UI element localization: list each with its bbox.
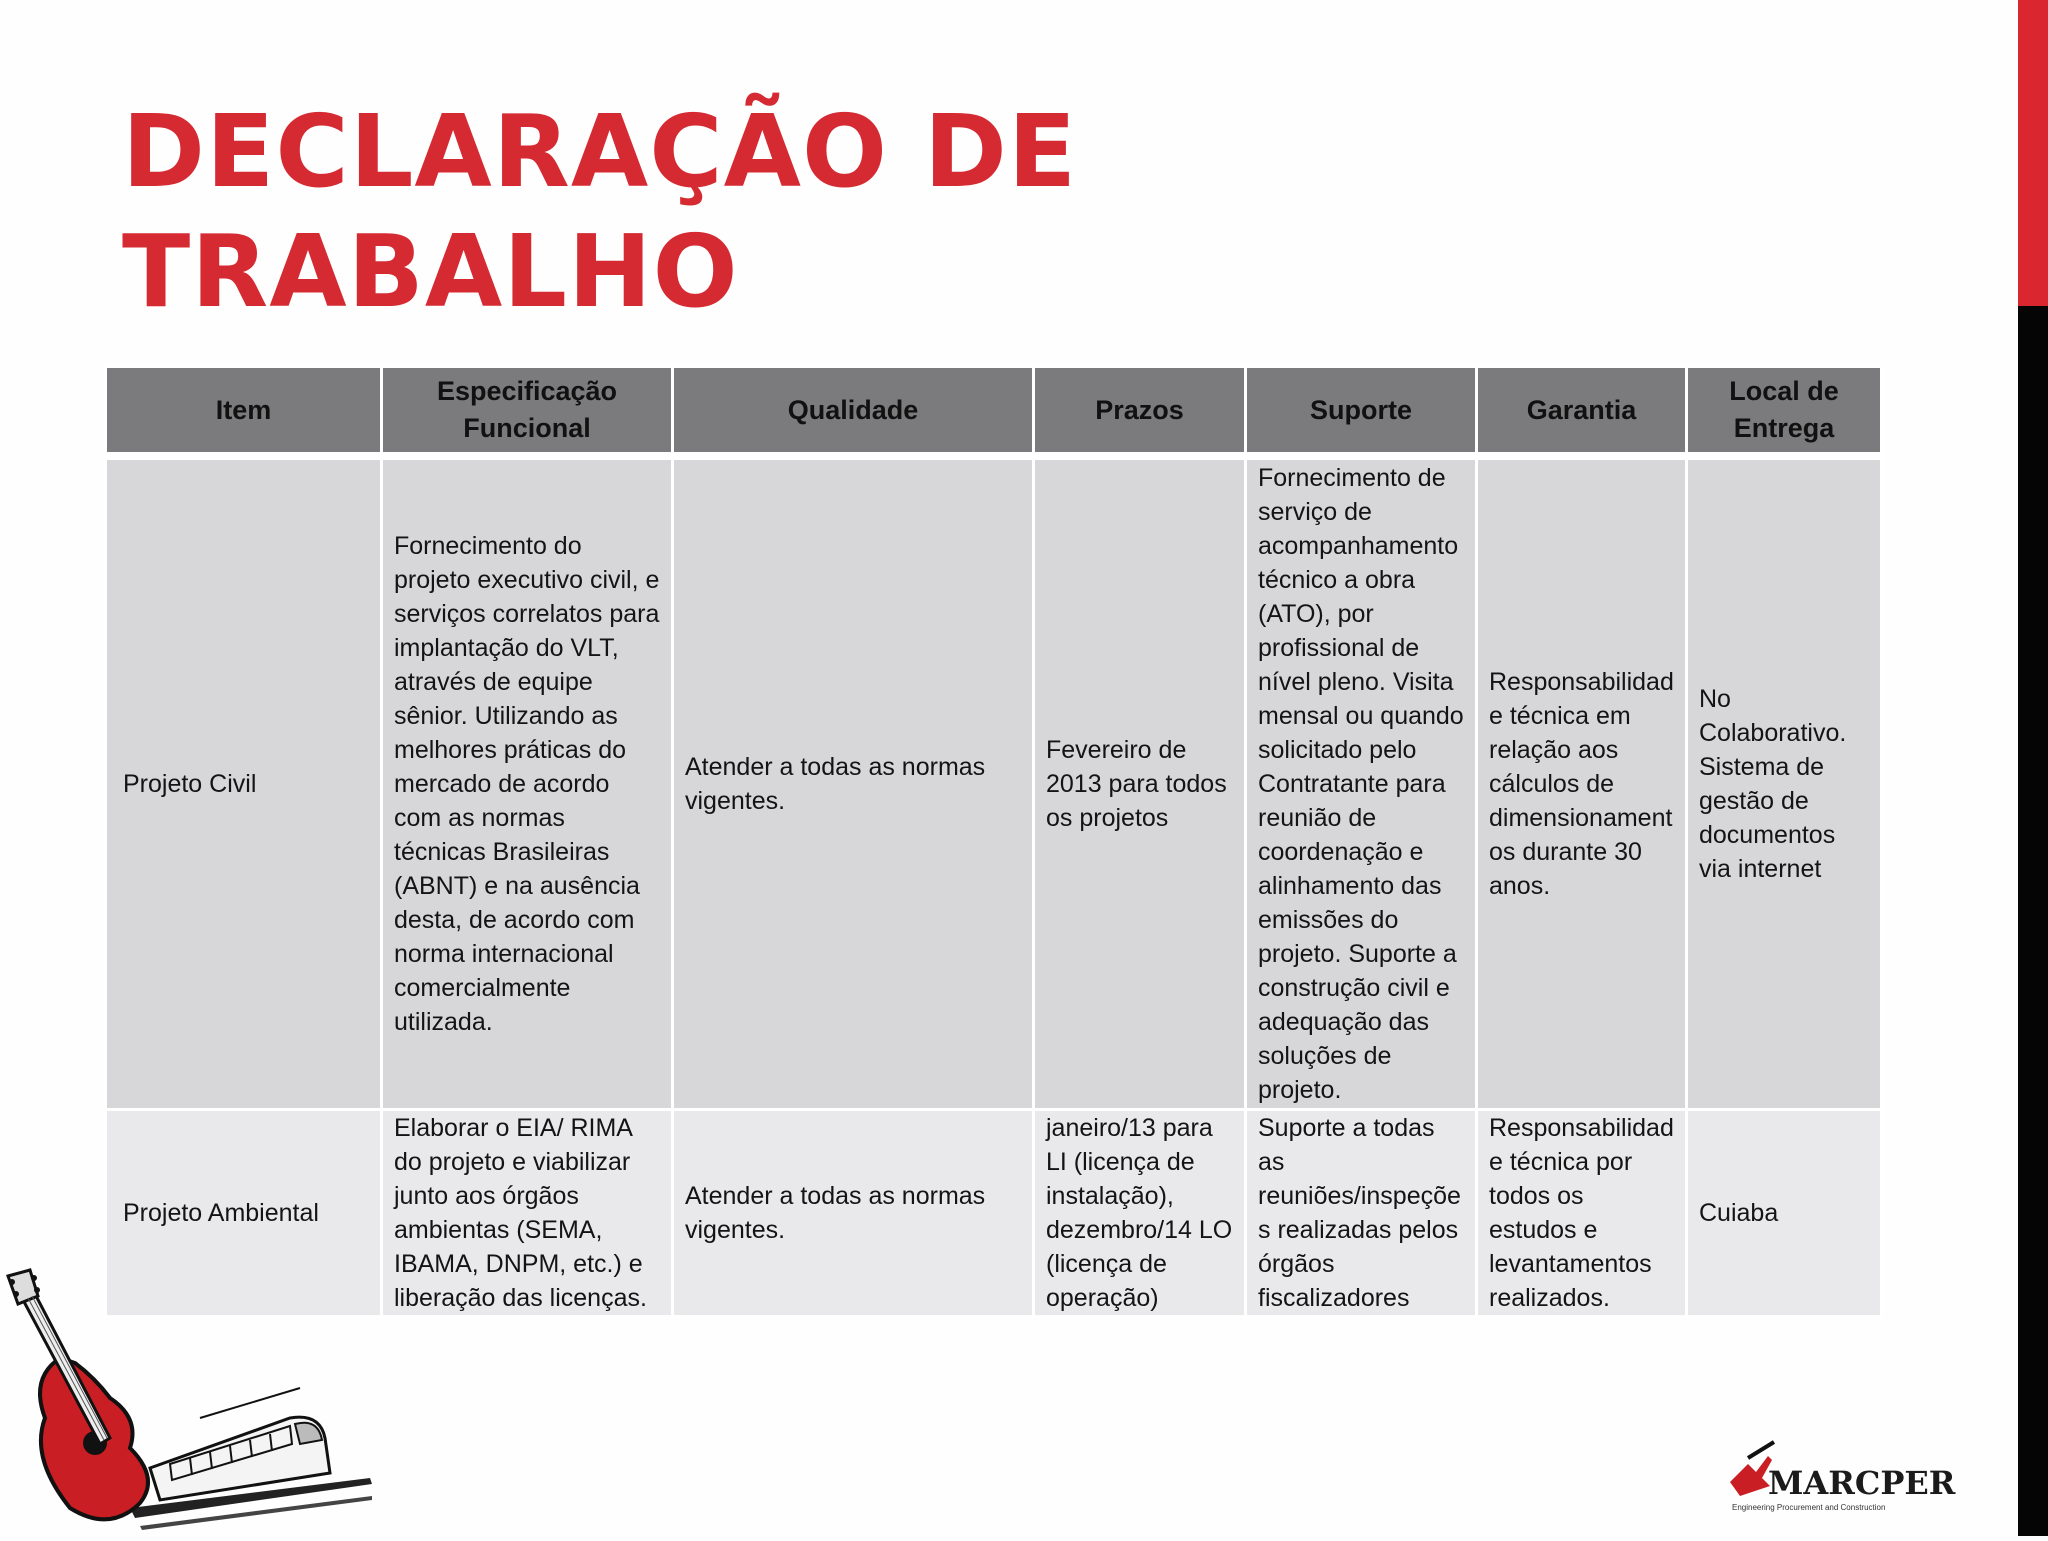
accent-bar-black [2018, 306, 2048, 1536]
cell-qualidade: Atender a todas as normas vigentes. [673, 456, 1034, 1110]
cell-garantia: Responsabilidade técnica em relação aos cálculos de dimensionamentos durante 30 anos. [1477, 456, 1687, 1110]
accent-bar-red [2018, 0, 2048, 306]
guitar-train-icon [0, 1268, 380, 1536]
header-qualidade: Qualidade [673, 367, 1034, 457]
statement-of-work-table [104, 365, 1883, 1318]
header-item: Item [106, 367, 382, 457]
cell-suporte: Suporte a todas as reuniões/inspeções realizadas pelos órgãos fiscalizadores [1246, 1110, 1477, 1317]
header-local-entrega: Local de Entrega [1687, 367, 1882, 457]
header-prazos: Prazos [1034, 367, 1246, 457]
cell-garantia: Responsabilidade técnica por todos os estudos e levantamentos realizados. [1477, 1110, 1687, 1317]
cell-local: No Colaborativo. Sistema de gestão de documentos via internet [1687, 456, 1882, 1110]
table-row [106, 456, 1882, 1110]
table-header-row [106, 367, 1882, 457]
cell-qualidade: Atender a todas as normas vigentes. [673, 1110, 1034, 1317]
cell-suporte: Fornecimento de serviço de acompanhamento técnico a obra (ATO), por profissional de nível pleno. Visita mensal ou quando solicitado pelo Contratante para reunião de coordenação e alinhamento das emissões do projeto. Suporte a construção civil e adequação das soluções de projeto. [1246, 456, 1477, 1110]
guitar-train-logo [0, 1268, 380, 1536]
marcper-logo [1728, 1438, 1960, 1518]
header-garantia: Garantia [1477, 367, 1687, 457]
cell-prazos: Fevereiro de 2013 para todos os projetos [1034, 456, 1246, 1110]
cell-especificacao: Elaborar o EIA/ RIMA do projeto e viabilizar junto aos órgãos ambientas (SEMA, IBAMA, DNPM, etc.) e liberação das licenças. [382, 1110, 673, 1317]
marcper-tagline: Engineering Procurement and Construction [1732, 1503, 1886, 1512]
header-especificacao: Especificação Funcional [382, 367, 673, 457]
header-suporte: Suporte [1246, 367, 1477, 457]
marcper-logo-icon [1728, 1438, 1960, 1518]
cell-item: Projeto Ambiental [106, 1110, 382, 1317]
cell-local: Cuiaba [1687, 1110, 1882, 1317]
marcper-brand-text: MARCPER [1768, 1464, 1956, 1502]
cell-item: Projeto Civil [106, 456, 382, 1110]
slide-title: DECLARAÇÃO DE TRABALHO [122, 93, 1078, 330]
cell-prazos: janeiro/13 para LI (licença de instalação), dezembro/14 LO (licença de operação) [1034, 1110, 1246, 1317]
cell-especificacao: Fornecimento do projeto executivo civil, e serviços correlatos para implantação do VLT, através de equipe sênior. Utilizando as melhores práticas do mercado de acordo com as normas técnicas Brasileiras (ABNT) e na ausência desta, de acordo com norma internacional comercialmente utilizada. [382, 456, 673, 1110]
